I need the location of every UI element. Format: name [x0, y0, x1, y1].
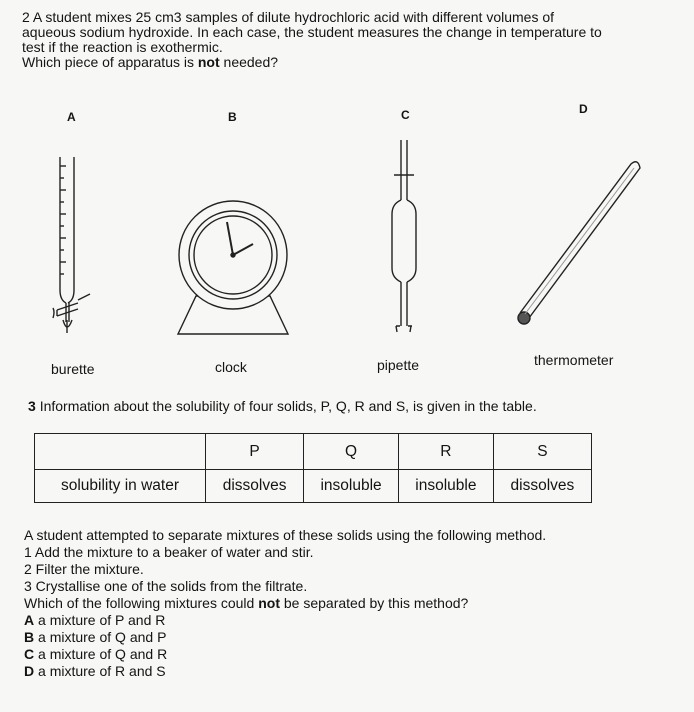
question-3-number: 3: [28, 398, 36, 414]
pipette-icon: [392, 140, 416, 332]
solubility-table: [34, 433, 592, 503]
cell-r: insoluble: [398, 470, 493, 503]
thermometer-icon: [518, 162, 640, 324]
stem-line-2: aqueous sodium hydroxide. In each case, the student measures the change in temperature to: [22, 24, 602, 40]
caption-clock: clock: [215, 359, 247, 375]
table-header-r: R: [398, 434, 493, 470]
question-2-prompt: Which piece of apparatus is not needed?: [22, 54, 279, 70]
table-header-s: S: [493, 434, 591, 470]
method-step-3: 3 Crystallise one of the solids from the filtrate.: [24, 578, 308, 594]
caption-thermometer: thermometer: [534, 352, 614, 368]
question-2-number: 2: [22, 9, 30, 25]
method-step-2: 2 Filter the mixture.: [24, 561, 144, 577]
question-3-intro: 3 Information about the solubility of four solids, P, Q, R and S, is given in the table.: [28, 398, 537, 414]
answer-option-c: C a mixture of Q and R: [24, 646, 168, 662]
stem-line-1: A student mixes 25 cm3 samples of dilute hydrochloric acid with different volumes of: [32, 9, 555, 25]
cell-s: dissolves: [493, 470, 591, 503]
table-header-p: P: [206, 434, 304, 470]
question-3-method: [24, 527, 546, 680]
option-letter-c: C: [401, 108, 410, 122]
caption-burette: burette: [51, 361, 95, 377]
option-letter-b: B: [228, 110, 237, 124]
clock-icon: [178, 201, 288, 334]
caption-pipette: pipette: [377, 357, 420, 373]
table-header-empty: [35, 434, 206, 470]
method-intro: A student attempted to separate mixtures of these solids using the following method.: [24, 527, 547, 543]
answer-option-b: B a mixture of Q and P: [24, 629, 167, 645]
table-header-q: Q: [304, 434, 399, 470]
method-step-1: 1 Add the mixture to a beaker of water and stir.: [24, 544, 314, 560]
question-3-prompt: Which of the following mixtures could not be separated by this method?: [24, 595, 469, 611]
table-row: [35, 470, 592, 503]
burette-icon: [53, 157, 90, 333]
answer-option-d: D a mixture of R and S: [24, 663, 166, 679]
cell-q: insoluble: [304, 470, 399, 503]
option-letter-d: D: [579, 102, 588, 116]
cell-p: dissolves: [206, 470, 304, 503]
answer-option-a: A a mixture of P and R: [24, 612, 166, 628]
option-letter-a: A: [67, 110, 76, 124]
stem-line-3: test if the reaction is exothermic.: [22, 39, 223, 55]
table-header-row: [35, 434, 592, 470]
row-label: solubility in water: [35, 470, 206, 503]
